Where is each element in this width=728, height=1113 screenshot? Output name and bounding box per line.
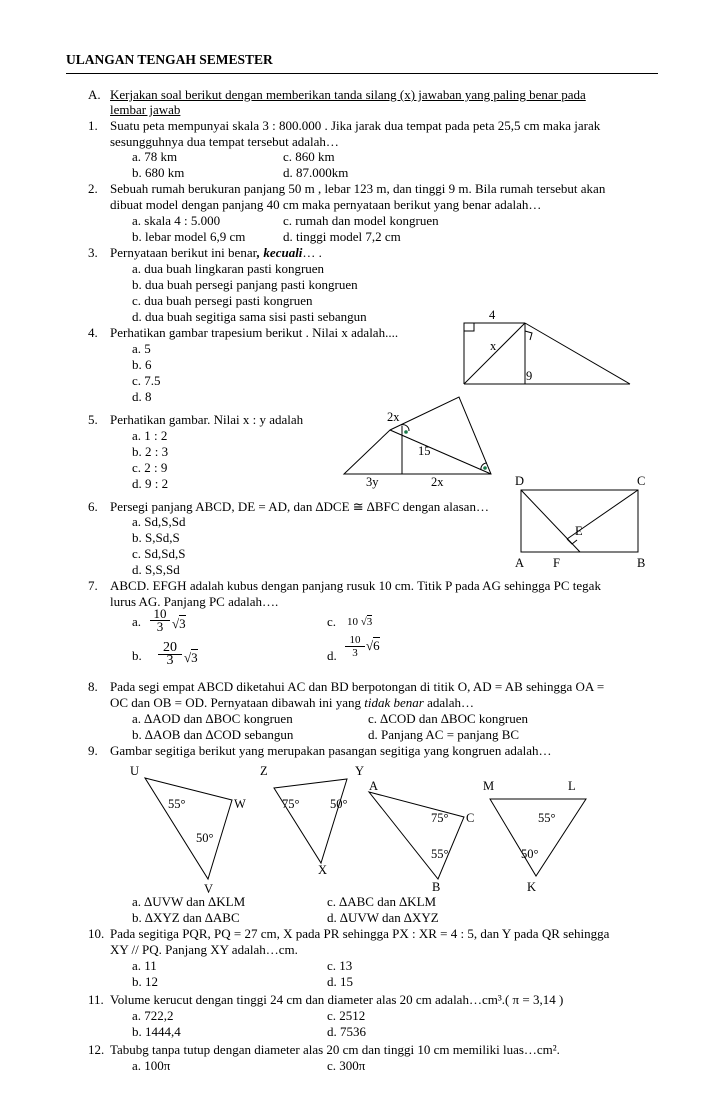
q10-option-c: c. 13: [327, 958, 353, 973]
q5-option-b: b. 2 : 3: [132, 444, 169, 459]
q5-label-2x-top: 2x: [387, 410, 400, 424]
q5-number: 5.: [88, 412, 98, 427]
q1-option-c: c. 860 km: [283, 149, 335, 164]
q9-klm-55: 55°: [538, 811, 556, 825]
q9-label-A: A: [369, 779, 379, 793]
q6-stem: Persegi panjang ABCD, DE = AD, dan ∆DCE ≅ ∆BFC dengan alasan…: [110, 499, 489, 514]
q10-option-a: a. 11: [132, 958, 157, 973]
q9-label-W: W: [234, 797, 246, 811]
q7-option-a: a.: [132, 614, 142, 629]
q1-option-d: d. 87.000km: [283, 165, 349, 180]
q9-triangle-abc: [369, 792, 464, 879]
q6-option-b: b. S,Sd,S: [132, 530, 180, 545]
q2-number: 2.: [88, 181, 98, 196]
q2-option-a: a. skala 4 : 5.000: [132, 213, 221, 228]
q7-d-numerator: 10: [349, 634, 361, 646]
q7-a-denominator: 3: [150, 620, 170, 633]
q11-option-d: d. 7536: [327, 1024, 366, 1039]
q9-uvw-55: 55°: [168, 797, 186, 811]
q5-label-2x-bottom: 2x: [431, 475, 444, 489]
q6-label-E: E: [575, 524, 583, 538]
q9-label-U: U: [130, 764, 140, 778]
instruction-line2: lembar jawab: [110, 102, 181, 117]
q9-triangle-uvw: [145, 778, 232, 879]
q3-stem: Pernyataan berikut ini benar, kecuali… .: [110, 245, 322, 260]
q9-label-B: B: [432, 880, 441, 894]
q9-label-X: X: [318, 863, 328, 877]
q4-option-c: c. 7.5: [132, 373, 161, 388]
q7-line2: lurus AG. Panjang PC adalah….: [110, 594, 279, 609]
q6-label-C: C: [637, 474, 646, 488]
q7-b-radical: √3: [184, 650, 198, 665]
q10-line2: XY // PQ. Panjang XY adalah…cm.: [110, 942, 298, 957]
q4-option-b: b. 6: [132, 357, 152, 372]
q5-label-15: 15: [418, 444, 431, 458]
q4-option-d: d. 8: [132, 389, 152, 404]
q10-option-d: d. 15: [327, 974, 353, 989]
q11-option-c: c. 2512: [327, 1008, 366, 1023]
q4-label-4: 4: [489, 308, 496, 322]
q11-option-a: a. 722,2: [132, 1008, 174, 1023]
q4-label-x: x: [490, 339, 497, 353]
q7-d-radical: √6: [366, 638, 380, 653]
q6-option-d: d. S,S,Sd: [132, 562, 180, 577]
q6-label-B: B: [637, 556, 646, 570]
q6-number: 6.: [88, 499, 98, 514]
q11-stem: Volume kerucut dengan tinggi 24 cm dan diameter alas 20 cm adalah…cm³.( π = 3,14 ): [110, 992, 564, 1007]
q11-number: 11.: [88, 992, 104, 1007]
q6-label-A: A: [515, 556, 525, 570]
q9-label-K: K: [527, 880, 537, 894]
q7-b-denominator: 3: [158, 654, 182, 667]
q7-d-denominator: 3: [345, 646, 365, 659]
q8-line2: OC dan OB = OD. Pernyataan dibawah ini yang tidak benar adalah…: [110, 695, 475, 710]
q7-b-numerator: 20: [163, 640, 177, 655]
q1-number: 1.: [88, 118, 98, 133]
q12-option-a: a. 100π: [132, 1058, 171, 1073]
q9-option-c: c. ∆ABC dan ∆KLM: [327, 894, 437, 909]
q6-label-D: D: [515, 474, 525, 488]
q4-label-9: 9: [526, 369, 533, 383]
q3-option-d: d. dua buah segitiga sama sisi pasti sebangun: [132, 309, 367, 324]
q7-a-radical: √3: [172, 616, 186, 631]
q8-number: 8.: [88, 679, 98, 694]
q7-option-b: b.: [132, 648, 142, 663]
q9-abc-75: 75°: [431, 811, 449, 825]
instruction-line1: Kerjakan soal berikut dengan memberikan tanda silang (x) jawaban yang paling benar pada: [110, 87, 586, 102]
q10-line1: Pada segitiga PQR, PQ = 27 cm, X pada PR sehingga PX : XR = 4 : 5, dan Y pada QR sehingga: [110, 926, 610, 941]
q3-number: 3.: [88, 245, 98, 260]
q3-option-b: b. dua buah persegi panjang pasti kongruen: [132, 277, 358, 292]
q9-label-M: M: [483, 779, 495, 793]
q10-number: 10.: [88, 926, 105, 941]
q7-option-d: d.: [327, 648, 337, 663]
q6-option-c: c. Sd,Sd,S: [132, 546, 186, 561]
q4-option-a: a. 5: [132, 341, 151, 356]
q2-line1: Sebuah rumah berukuran panjang 50 m , lebar 123 m, dan tinggi 9 m. Bila rumah tersebut akan: [110, 181, 606, 196]
q2-line2: dibuat model dengan panjang 40 cm maka pernyataan berikut yang benar adalah…: [110, 197, 542, 212]
q9-xyz-50: 50°: [330, 797, 348, 811]
q4-stem: Perhatikan gambar trapesium berikut . Nilai x adalah....: [110, 325, 399, 340]
q1-line2: sesungguhnya dua tempat tersebut adalah…: [110, 134, 339, 149]
q8-option-c: c. ∆COD dan ∆BOC kongruen: [368, 711, 528, 726]
q9-klm-50: 50°: [521, 847, 539, 861]
q8-option-b: b. ∆AOB dan ∆COD sebangun: [132, 727, 294, 742]
q9-label-V: V: [204, 882, 214, 896]
q9-label-Y: Y: [355, 764, 365, 778]
q9-label-C: C: [466, 811, 475, 825]
q2-option-c: c. rumah dan model kongruen: [283, 213, 439, 228]
q7-line1: ABCD. EFGH adalah kubus dengan panjang rusuk 10 cm. Titik P pada AG sehingga PC tegak: [110, 578, 601, 593]
q6-option-a: a. Sd,S,Sd: [132, 514, 186, 529]
q3-option-a: a. dua buah lingkaran pasti kongruen: [132, 261, 325, 276]
q9-label-Z: Z: [260, 764, 268, 778]
q11-option-b: b. 1444,4: [132, 1024, 181, 1039]
q1-option-b: b. 680 km: [132, 165, 185, 180]
q7-number: 7.: [88, 578, 98, 593]
q1-option-a: a. 78 km: [132, 149, 178, 164]
q9-uvw-50: 50°: [196, 831, 214, 845]
q7-c-value: 10 √3: [347, 616, 373, 628]
q12-number: 12.: [88, 1042, 105, 1057]
q12-stem: Tabubg tanpa tutup dengan diameter alas 20 cm dan tinggi 10 cm memiliki luas…cm².: [110, 1042, 560, 1057]
q5-option-a: a. 1 : 2: [132, 428, 168, 443]
q9-option-a: a. ∆UVW dan ∆KLM: [132, 894, 246, 909]
q5-option-d: d. 9 : 2: [132, 476, 169, 491]
instruction-letter: A.: [88, 87, 101, 102]
q3-option-c: c. dua buah persegi pasti kongruen: [132, 293, 313, 308]
q4-number: 4.: [88, 325, 98, 340]
q8-line1: Pada segi empat ABCD diketahui AC dan BD berpotongan di titik O, AD = AB sehingga OA =: [110, 679, 605, 694]
q9-stem: Gambar segitiga berikut yang merupakan pasangan segitiga yang kongruen adalah…: [110, 743, 552, 758]
q8-option-d: d. Panjang AC = panjang BC: [368, 727, 520, 742]
q9-label-L: L: [568, 779, 576, 793]
page-title: ULANGAN TENGAH SEMESTER: [66, 52, 273, 67]
q12-option-c: c. 300π: [327, 1058, 366, 1073]
q2-option-b: b. lebar model 6,9 cm: [132, 229, 246, 244]
q9-abc-55: 55°: [431, 847, 449, 861]
q9-number: 9.: [88, 743, 98, 758]
q10-option-b: b. 12: [132, 974, 158, 989]
q9-option-d: d. ∆UVW dan ∆XYZ: [327, 910, 439, 925]
q9-triangle-xyz: [274, 779, 347, 863]
q6-label-F: F: [553, 556, 560, 570]
q1-line1: Suatu peta mempunyai skala 3 : 800.000 . Jika jarak dua tempat pada peta 25,5 cm maka jarak: [110, 118, 601, 133]
q9-option-b: b. ∆XYZ dan ∆ABC: [132, 910, 240, 925]
q5-option-c: c. 2 : 9: [132, 460, 168, 475]
q5-stem: Perhatikan gambar. Nilai x : y adalah: [110, 412, 304, 427]
q5-label-3y: 3y: [366, 475, 379, 489]
q7-option-c: c.: [327, 614, 337, 629]
q8-option-a: a. ∆AOD dan ∆BOC kongruen: [132, 711, 293, 726]
q7-a-numerator: 10: [153, 606, 167, 621]
q2-option-d: d. tinggi model 7,2 cm: [283, 229, 401, 244]
q9-xyz-75: 75°: [282, 797, 300, 811]
